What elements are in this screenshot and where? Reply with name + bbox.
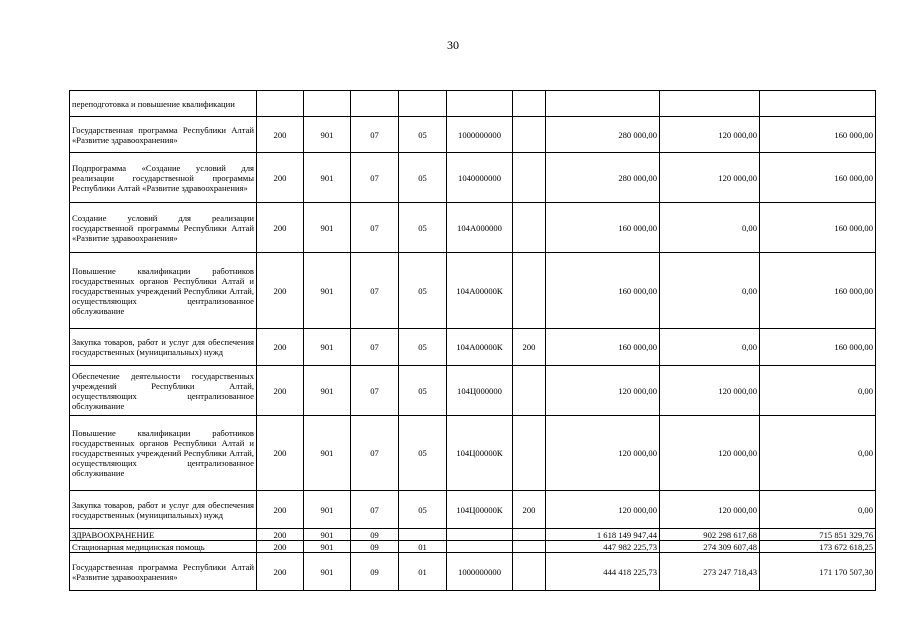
ministry-code: 901 (304, 416, 351, 491)
page-number: 30 (447, 38, 459, 52)
expense-type-code (513, 416, 546, 491)
amount-year-1: 0,00 (660, 253, 760, 329)
target-code: 104Ц00000К (447, 491, 513, 529)
row-name: Подпрограмма «Создание условий для реализации государственной программы Республики Алтай «Развитие здравоохранения» (70, 153, 257, 203)
table-row (70, 541, 876, 553)
subsection-code: 05 (399, 153, 447, 203)
admin-code (257, 91, 304, 117)
budget-table (69, 90, 876, 591)
amount-total: 120 000,00 (546, 416, 660, 491)
amount-total: 1 618 149 947,44 (546, 529, 660, 541)
admin-code: 200 (257, 553, 304, 591)
amount-year-1: 902 298 617,68 (660, 529, 760, 541)
ministry-code: 901 (304, 541, 351, 553)
amount-year-1: 0,00 (660, 329, 760, 366)
expense-type-code (513, 553, 546, 591)
expense-type-code (513, 541, 546, 553)
row-name: Закупка товаров, работ и услуг для обеспечения государственных (муниципальных) нужд (70, 491, 257, 529)
amount-year-1: 120 000,00 (660, 366, 760, 416)
section-code: 09 (351, 541, 399, 553)
expense-type-code (513, 366, 546, 416)
expense-type-code (513, 91, 546, 117)
expense-type-code (513, 529, 546, 541)
amount-year-2: 160 000,00 (760, 117, 876, 153)
expense-type-code (513, 117, 546, 153)
amount-year-2: 0,00 (760, 491, 876, 529)
target-code: 104А000000 (447, 203, 513, 253)
target-code: 1000000000 (447, 117, 513, 153)
subsection-code: 05 (399, 253, 447, 329)
admin-code: 200 (257, 541, 304, 553)
table-row (70, 117, 876, 153)
table-row (70, 91, 876, 117)
subsection-code: 05 (399, 491, 447, 529)
ministry-code: 901 (304, 117, 351, 153)
amount-year-2: 0,00 (760, 416, 876, 491)
amount-year-2: 160 000,00 (760, 253, 876, 329)
row-name: переподготовка и повышение квалификации (70, 91, 257, 117)
expense-type-code (513, 203, 546, 253)
amount-total: 160 000,00 (546, 329, 660, 366)
row-name: Повышение квалификации работников государственных органов Республики Алтай и государственных учреждений Республики Алтай, осуществляющих централизованное обслуживание (70, 416, 257, 491)
subsection-code (399, 529, 447, 541)
target-code: 104А00000К (447, 253, 513, 329)
subsection-code: 05 (399, 416, 447, 491)
amount-total: 120 000,00 (546, 366, 660, 416)
target-code (447, 541, 513, 553)
subsection-code (399, 91, 447, 117)
subsection-code: 01 (399, 541, 447, 553)
section-code: 07 (351, 329, 399, 366)
table-row (70, 553, 876, 591)
section-code (351, 91, 399, 117)
amount-year-2: 173 672 618,25 (760, 541, 876, 553)
section-code: 07 (351, 153, 399, 203)
table-row (70, 253, 876, 329)
section-code: 07 (351, 491, 399, 529)
admin-code: 200 (257, 117, 304, 153)
amount-year-1: 120 000,00 (660, 117, 760, 153)
target-code: 1000000000 (447, 553, 513, 591)
row-name: Государственная программа Республики Алтай «Развитие здравоохранения» (70, 117, 257, 153)
expense-type-code (513, 253, 546, 329)
subsection-code: 05 (399, 329, 447, 366)
amount-year-1: 120 000,00 (660, 153, 760, 203)
amount-year-1: 274 309 607,48 (660, 541, 760, 553)
section-code: 07 (351, 416, 399, 491)
table-row (70, 491, 876, 529)
row-name: Стационарная медицинская помощь (70, 541, 257, 553)
table-body (70, 91, 876, 591)
ministry-code (304, 91, 351, 117)
amount-year-2: 715 851 329,76 (760, 529, 876, 541)
admin-code: 200 (257, 253, 304, 329)
table-row (70, 416, 876, 491)
ministry-code: 901 (304, 253, 351, 329)
amount-year-2: 171 170 507,30 (760, 553, 876, 591)
amount-year-2: 160 000,00 (760, 329, 876, 366)
admin-code: 200 (257, 329, 304, 366)
section-code: 07 (351, 366, 399, 416)
table-row (70, 203, 876, 253)
subsection-code: 05 (399, 366, 447, 416)
amount-year-2: 160 000,00 (760, 153, 876, 203)
row-name: Обеспечение деятельности государственных учреждений Республики Алтай, осуществляющих централизованное обслуживание (70, 366, 257, 416)
table-row (70, 329, 876, 366)
ministry-code: 901 (304, 553, 351, 591)
expense-type-code (513, 153, 546, 203)
target-code: 104Ц00000К (447, 416, 513, 491)
admin-code: 200 (257, 153, 304, 203)
expense-type-code: 200 (513, 491, 546, 529)
amount-year-2: 160 000,00 (760, 203, 876, 253)
amount-total (546, 91, 660, 117)
amount-year-1: 0,00 (660, 203, 760, 253)
ministry-code: 901 (304, 529, 351, 541)
target-code: 1040000000 (447, 153, 513, 203)
target-code (447, 91, 513, 117)
row-name: Закупка товаров, работ и услуг для обеспечения государственных (муниципальных) нужд (70, 329, 257, 366)
row-name: Государственная программа Республики Алтай «Развитие здравоохранения» (70, 553, 257, 591)
amount-year-1 (660, 91, 760, 117)
row-name: Повышение квалификации работников государственных органов Республики Алтай и государственных учреждений Республики Алтай, осуществляющих централизованное обслуживание (70, 253, 257, 329)
table-row (70, 366, 876, 416)
subsection-code: 05 (399, 117, 447, 153)
section-code: 07 (351, 203, 399, 253)
section-code: 07 (351, 253, 399, 329)
amount-total: 280 000,00 (546, 153, 660, 203)
amount-year-1: 273 247 718,43 (660, 553, 760, 591)
section-code: 07 (351, 117, 399, 153)
amount-total: 120 000,00 (546, 491, 660, 529)
ministry-code: 901 (304, 203, 351, 253)
subsection-code: 05 (399, 203, 447, 253)
amount-year-1: 120 000,00 (660, 491, 760, 529)
row-name: Создание условий для реализации государственной программы Республики Алтай «Развитие здравоохранения» (70, 203, 257, 253)
admin-code: 200 (257, 491, 304, 529)
target-code: 104Ц000000 (447, 366, 513, 416)
row-name: ЗДРАВООХРАНЕНИЕ (70, 529, 257, 541)
ministry-code: 901 (304, 366, 351, 416)
ministry-code: 901 (304, 153, 351, 203)
amount-total: 280 000,00 (546, 117, 660, 153)
admin-code: 200 (257, 203, 304, 253)
table-row (70, 153, 876, 203)
amount-total: 160 000,00 (546, 253, 660, 329)
amount-year-2 (760, 91, 876, 117)
admin-code: 200 (257, 366, 304, 416)
amount-year-1: 120 000,00 (660, 416, 760, 491)
target-code: 104А00000К (447, 329, 513, 366)
admin-code: 200 (257, 416, 304, 491)
amount-total: 444 418 225,73 (546, 553, 660, 591)
admin-code: 200 (257, 529, 304, 541)
amount-total: 160 000,00 (546, 203, 660, 253)
section-code: 09 (351, 553, 399, 591)
ministry-code: 901 (304, 329, 351, 366)
section-code: 09 (351, 529, 399, 541)
subsection-code: 01 (399, 553, 447, 591)
table-row (70, 529, 876, 541)
ministry-code: 901 (304, 491, 351, 529)
target-code (447, 529, 513, 541)
expense-type-code: 200 (513, 329, 546, 366)
amount-year-2: 0,00 (760, 366, 876, 416)
amount-total: 447 982 225,73 (546, 541, 660, 553)
